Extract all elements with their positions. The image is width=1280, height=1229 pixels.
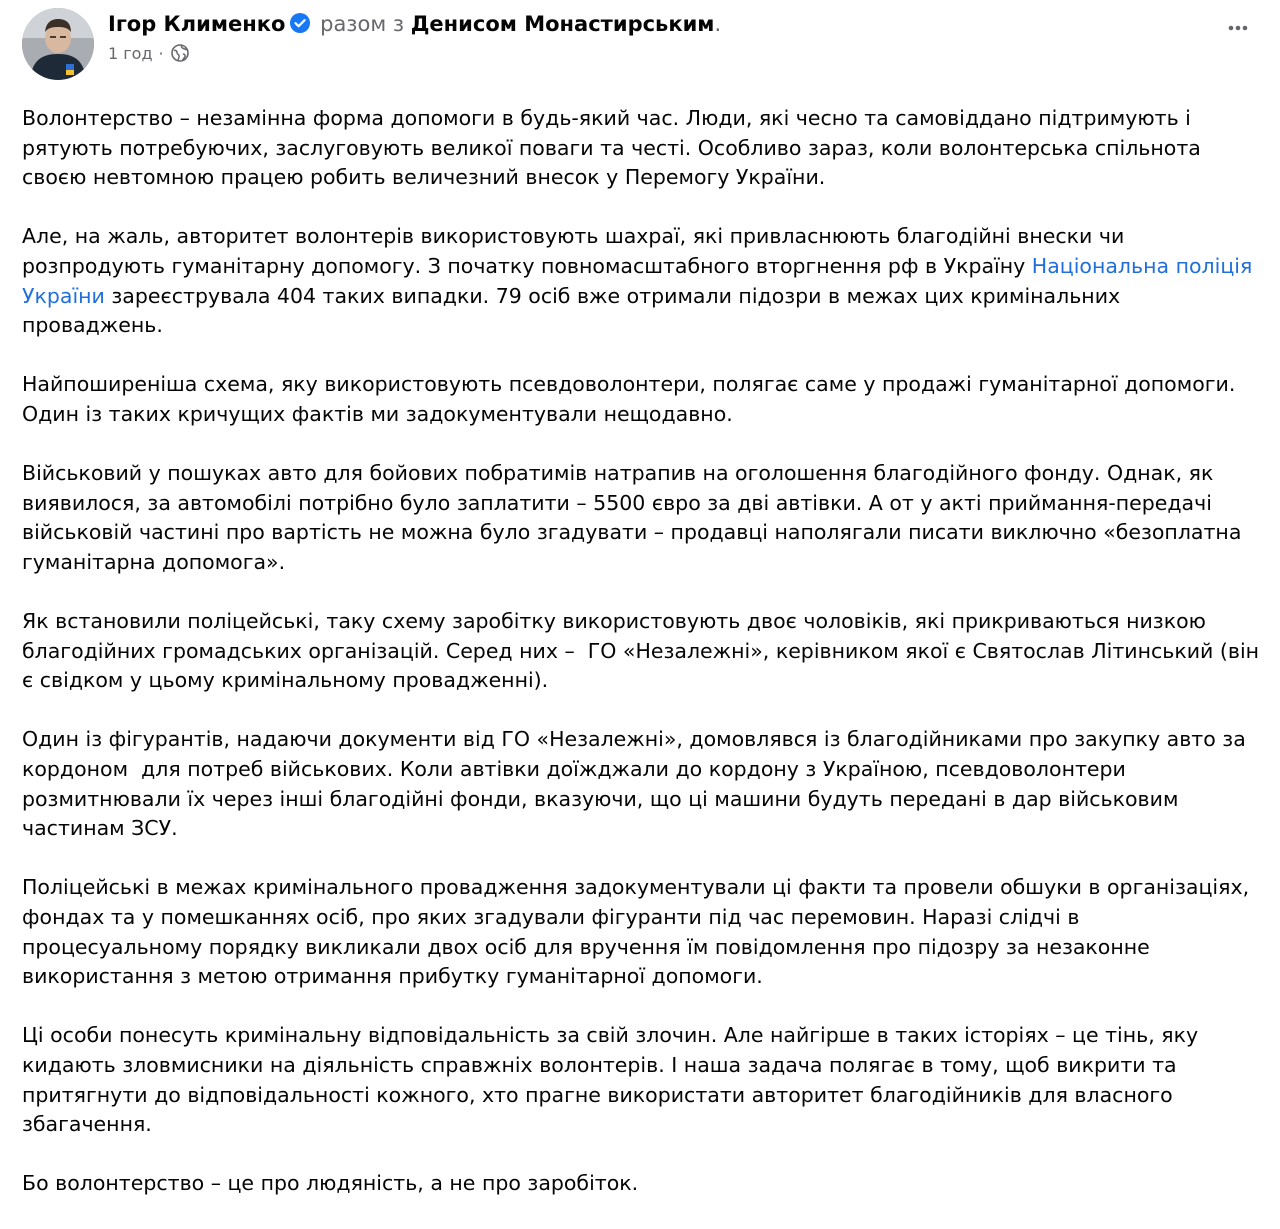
tagged-suffix: . (714, 12, 722, 36)
post-paragraph (22, 222, 1262, 340)
post-paragraph: Найпоширеніша схема, яку використовують псевдоволонтери, полягає саме у продажі гуманітарної допомоги. Один із таких кричущих фактів ми задокументували нещодавно. (22, 372, 1242, 426)
meta-separator: · (158, 44, 164, 63)
post-paragraph: Бо волонтерство – це про людяність, а не про заробіток. (22, 1171, 639, 1196)
post-author-line (108, 10, 721, 38)
post-paragraph: Волонтерство – незамінна форма допомоги в будь-який час. Люди, які чесно та самовіддано підтримують і рятують потребуючих, заслуговують великої поваги та честі. Особливо зараз, коли волонтерська спільнота своєю невтомною працею робить величезний внесок у Перемогу України. (22, 106, 1208, 190)
more-options-icon (1226, 16, 1250, 40)
avatar-photo (22, 8, 94, 80)
post-text (22, 104, 1266, 1229)
post-paragraph: Один із фігурантів, надаючи документи від ГО «Незалежні», домовлявся із благодійниками про закупку авто за кордоном для потреб військових. Коли автівки доїжджали до кордону з Україною, псевдоволонтери розмитнювали їх через інші благодійні фонди, вказуючи, що ці машини будуть передані в дар військовим частинам ЗСУ. (22, 727, 1253, 841)
author-avatar[interactable] (22, 8, 94, 80)
tagged-person[interactable]: Денисом Монастирським (410, 12, 715, 36)
post-time[interactable]: 1 год (108, 44, 153, 63)
paragraph-text: зареєструвала 404 таких випадки. 79 осіб вже отримали підозри в межах цих кримінальних проваджень. (22, 283, 1127, 338)
more-options-button[interactable] (1218, 8, 1258, 48)
post-paragraph: Поліцейські в межах кримінального провадження задокументували ці факти та провели обшуки в організаціях, фондах та у помешканнях осіб, про яких згадували фігуранти під час перемовин. Наразі слідчі в процесуальному порядку викликали двох осіб для вручення їм повідомлення про підозру за незаконне використання з метою отримання прибутку гуманітарної допомоги. (22, 875, 1256, 989)
police-page-link[interactable]: Національна поліція України (22, 253, 1259, 308)
verified-badge-icon (289, 12, 311, 34)
post-paragraph: Військовий у пошуках авто для бойових побратимів натрапив на оголошення благодійного фонду. Однак, як виявилося, за автомобілі потрібно було заплатити – 5500 євро за дві автівки. А от у акті приймання-передачі військовій частині про вартість не можна було згадувати – продавці наполягали писати виключно «безоплатна гуманітарна допомога». (22, 461, 1248, 574)
post-header (22, 8, 1258, 82)
paragraph-text: Але, на жаль, авторитет волонтерів використовують шахраї, які привласнюють благодійні внески чи розпродують гуманітарну допомогу. З початку повномасштабного вторгнення рф в Україну (22, 224, 1131, 278)
post-paragraph: Як встановили поліцейські, таку схему заробітку використовують двоє чоловіків, які прикриваються низкою благодійних громадських організацій. Серед них – ГО «Незалежні», керівником якої є Святослав Літинський (він є свідком у цьому кримінальному провадженні). (22, 609, 1266, 693)
globe-icon[interactable] (170, 43, 190, 63)
post-meta (108, 42, 190, 66)
author-name[interactable]: Ігор Клименко (108, 12, 286, 36)
with-text: разом з (320, 12, 405, 36)
post-paragraph: Ці особи понесуть кримінальну відповідальність за свій злочин. Але найгірше в таких історіях – це тінь, яку кидають зловмисники на діяльність справжніх волонтерів. І наша задача полягає в тому, щоб викрити та притягнути до відповідальності кожного, хто прагне використати авторитет благодійників для власного збагачення. (22, 1023, 1205, 1137)
